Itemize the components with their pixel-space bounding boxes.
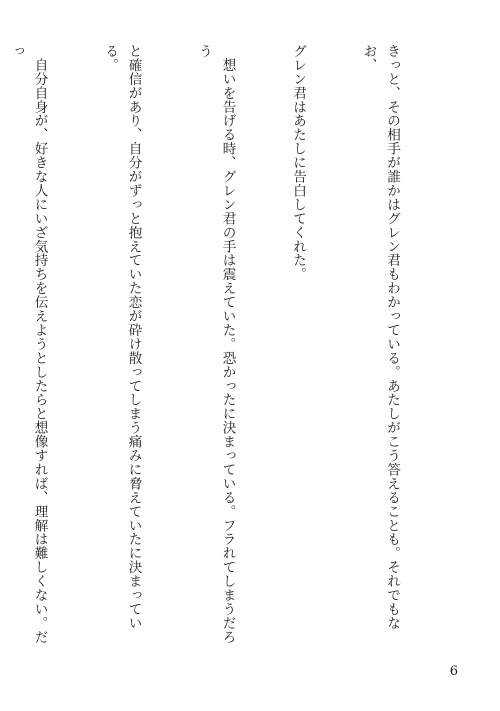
text-line: きっと、その相手が誰かはグレン君もわかっている。あたしがこう答えることも。それでもなお、	[360, 44, 400, 630]
text-line: 想いを告げる時、グレン君の手は震えていた。恐かったに決まっている。フラれてしまうだろう	[196, 44, 236, 644]
page-number: 6	[449, 664, 458, 679]
text-line: 自分自身が、好きな人にいざ気持ちを伝えようとしたらと想像すれば、理解は難しくない。だっ	[8, 44, 48, 644]
text-line: と確信があり、自分がずっと抱えていた恋が砕け散ってしまう痛みに脅えていたに決まっている。	[102, 44, 142, 630]
vertical-text-body	[8, 44, 450, 654]
text-line: グレン君はあたしに告白してくれた。	[290, 44, 306, 282]
